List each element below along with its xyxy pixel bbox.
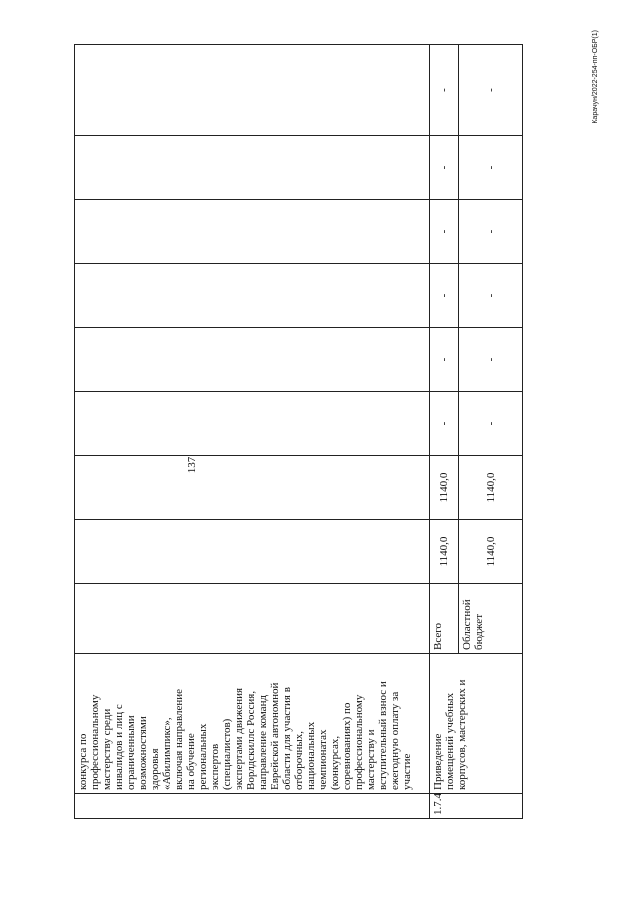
value-cell: -: [430, 45, 459, 136]
empty-cell: [75, 45, 430, 136]
description-line: на обучение: [185, 733, 197, 790]
description-line: инвалидов и лиц с: [113, 704, 125, 790]
description-line: ежегодную оплату за: [389, 691, 401, 790]
description-line: вступительный взнос и: [377, 681, 389, 790]
description-line: экспертами движения: [233, 687, 245, 790]
empty-cell: [75, 584, 430, 654]
empty-cell: [75, 200, 430, 264]
description-line: профессиональному: [89, 694, 101, 790]
description-line: помещений учебных: [444, 692, 456, 790]
empty-cell: [75, 520, 430, 584]
description-line: здоровья: [149, 748, 161, 790]
value-cell: -: [430, 200, 459, 264]
description-line: национальных: [305, 721, 317, 790]
budget-table: [74, 44, 523, 819]
description-line: включая направление: [173, 688, 185, 790]
empty-cell: [75, 264, 430, 328]
description-line: конкурса по: [77, 733, 89, 790]
value-cell: -: [459, 45, 523, 136]
description-line: отборочных,: [293, 730, 305, 790]
funding-source-cell: Областной бюджет: [459, 584, 523, 654]
description-line: ограниченными: [125, 715, 137, 790]
description-line: Приведение: [432, 733, 444, 790]
activity-description-cell: [430, 654, 523, 794]
description-line: мастерству и: [365, 729, 377, 790]
funding-source-cell: Всего: [430, 584, 459, 654]
description-line: участие: [401, 753, 413, 790]
empty-cell: [75, 136, 430, 200]
description-line: корпусов, мастерских и: [456, 679, 468, 790]
description-line: направление команд: [257, 694, 269, 790]
page-number: 137: [186, 456, 198, 474]
description-line: Ворлдскиллс Россия,: [245, 690, 257, 790]
row-number-cell: 1.7.4: [430, 794, 523, 819]
description-line: «Абилимпикс»,: [161, 717, 173, 790]
description-line: возможностями: [137, 716, 149, 790]
value-cell: -: [430, 264, 459, 328]
description-line: экспертов: [209, 743, 221, 790]
description-line: соревнованиях) по: [341, 702, 353, 790]
value-cell: -: [430, 136, 459, 200]
description-line: Еврейской автономной: [269, 682, 281, 790]
table-row-1-7-4-total: [430, 45, 459, 819]
table-row-continuation: [75, 45, 430, 819]
value-cell: -: [459, 264, 523, 328]
value-cell: -: [430, 328, 459, 392]
row-number-cell: [75, 794, 430, 819]
empty-cell: [75, 456, 430, 520]
description-line: региональных: [197, 723, 209, 790]
description-line: мастерству среди: [101, 708, 113, 790]
value-cell: 1140,0: [430, 456, 459, 520]
empty-cell: [75, 392, 430, 456]
file-reference: Карачун/2022-254-пп-ОБР(1): [592, 30, 599, 124]
value-cell: -: [459, 136, 523, 200]
description-line: области для участия в: [281, 687, 293, 790]
value-cell: -: [430, 392, 459, 456]
value-cell: -: [459, 328, 523, 392]
description-line: (конкурсах,: [329, 735, 341, 790]
empty-cell: [75, 328, 430, 392]
value-cell: -: [459, 200, 523, 264]
value-cell: 1140,0: [430, 520, 459, 584]
description-line: профессиональному: [353, 694, 365, 790]
description-line: (специалистов): [221, 718, 233, 790]
activity-description-cell: [75, 654, 430, 794]
value-cell: -: [459, 392, 523, 456]
value-cell: 1140,0: [459, 520, 523, 584]
description-line: чемпионатах: [317, 729, 329, 790]
value-cell: 1140,0: [459, 456, 523, 520]
